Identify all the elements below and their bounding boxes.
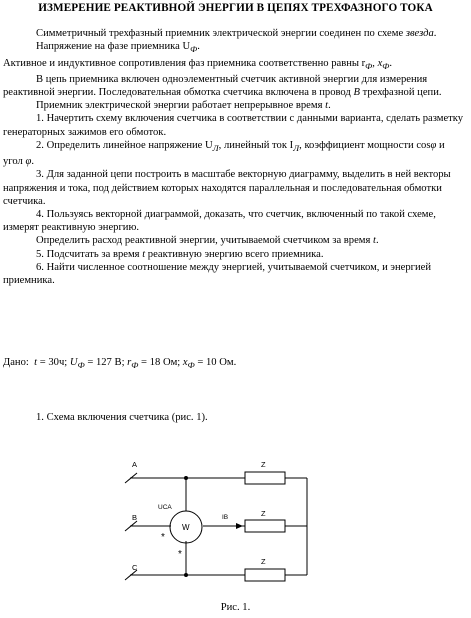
- label-z-b: Z: [261, 509, 266, 518]
- label-i-b: IB: [222, 514, 229, 521]
- label-phase-c: C: [132, 563, 138, 572]
- paragraph-6: 1. Начертить схему включения счетчика в соответствии с данными варианта, сделать разметку генераторных зажимов его обмоток.: [3, 113, 464, 138]
- paragraph-2: Напряжение на фазе приемника $U_Ф$.: [36, 41, 200, 55]
- label-phase-a: A: [132, 460, 138, 469]
- load-z-c: [245, 569, 285, 581]
- label-z-c: Z: [261, 557, 266, 566]
- star-mark-voltage: *: [161, 532, 165, 543]
- page-title: ИЗМЕРЕНИЕ РЕАКТИВНОЙ ЭНЕРГИИ В ЦЕПЯХ ТРЕХФАЗНОГО ТОКА: [38, 2, 433, 14]
- given-data: Дано: t = 30ч; $U_Ф = 127$ В; $r_Ф = 18$ Ом; $x_Ф = 10$ Ом.: [3, 357, 237, 371]
- figure-caption: Рис. 1.: [220, 602, 251, 613]
- paragraph-3: Активное и индуктивное сопротивления фаз приемника соответственно равны $r_Ф$, $x_Ф$.: [3, 57, 393, 71]
- label-phase-b: B: [132, 513, 138, 522]
- paragraph-12: 6. Найти численное соотношение между энергией, учитываемой счетчиком, и энергией приемника.: [3, 261, 432, 286]
- junction-a: [184, 476, 188, 480]
- paragraph-8: 3. Для заданной цепи построить в масштабе векторную диаграмму, выделить в ней векторы напряжения и тока, под действием которых находятся параллельная и последовательная обмотки счетчика.: [3, 169, 451, 207]
- paragraph-4: В цепь приемника включен одноэлементный счетчик активной энергии для измерения реактивной энергии. Последовательная обмотка счетчика включена в провод B трехфазной цепи.: [3, 73, 442, 99]
- current-arrow: [236, 523, 243, 529]
- paragraph-10: Определить расход реактивной энергии, учитываемой счетчиком за время t.: [36, 235, 379, 247]
- section-title: 1. Схема включения счетчика (рис. 1).: [36, 412, 208, 423]
- paragraph-11: 5. Подсчитать за время t реактивную энергию всего приемника.: [36, 248, 324, 260]
- junction-c: [184, 573, 188, 577]
- paragraph-7: 2. Определить линейное напряжение $U_Л$, линейный ток $I_Л$, коэффициент мощности cosφ и угол φ.: [3, 139, 445, 168]
- paragraph-1: Симметричный трехфазный приемник электрической энергии соединен по схеме звезда.: [36, 28, 437, 39]
- paragraph-9: 4. Пользуясь векторной диаграммой, доказать, что счетчик, включенный по такой схеме, измерят реактивную энергию.: [3, 208, 436, 234]
- label-z-a: Z: [261, 460, 266, 469]
- label-u-ca: UCA: [158, 504, 172, 511]
- paragraph-5: Приемник электрической энергии работает непрерывное время t.: [36, 100, 331, 112]
- load-z-b: [245, 520, 285, 532]
- star-mark-current: *: [178, 549, 182, 560]
- load-z-a: [245, 472, 285, 484]
- meter-label: W: [182, 523, 190, 532]
